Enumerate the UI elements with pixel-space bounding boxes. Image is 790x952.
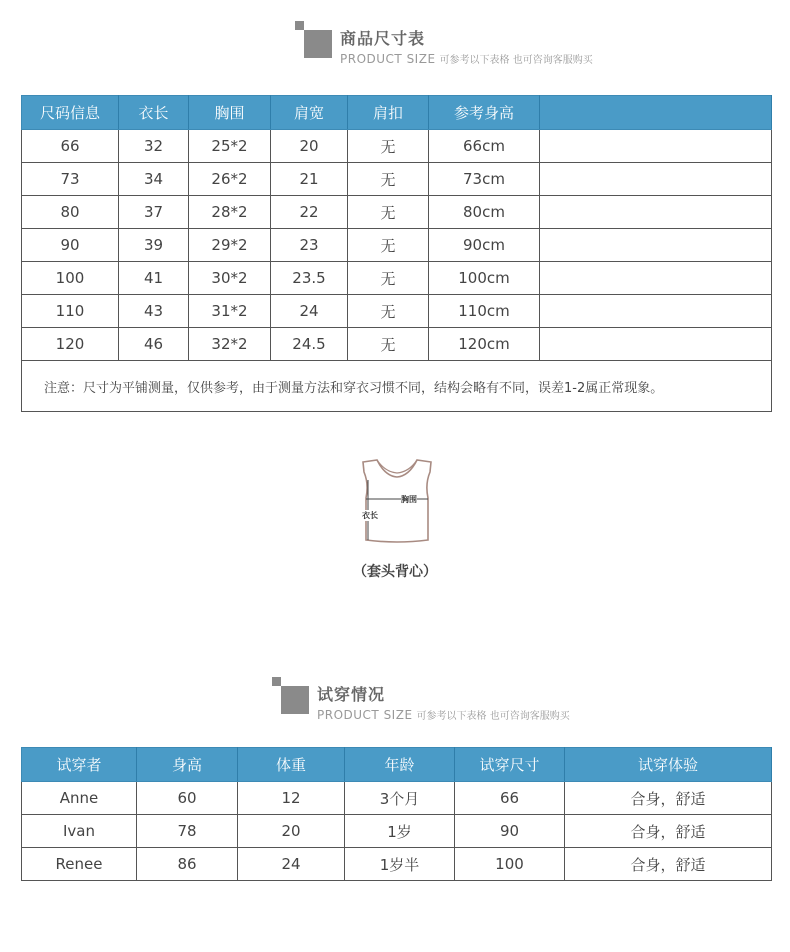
table-cell: 120 [22, 328, 119, 361]
table-cell: 90 [455, 815, 565, 848]
fit-header-cell: 试穿体验 [565, 748, 772, 782]
table-cell: 34 [119, 163, 189, 196]
table-cell: 无 [348, 295, 429, 328]
table-row [22, 782, 772, 815]
table-cell: Anne [22, 782, 137, 815]
table-cell: 20 [238, 815, 345, 848]
table-cell: 66 [22, 130, 119, 163]
table-cell [540, 196, 772, 229]
table-cell: 66cm [429, 130, 540, 163]
table-cell: 26*2 [189, 163, 271, 196]
fit-section-subtitle-en: PRODUCT SIZE [317, 708, 413, 722]
table-cell: 100 [22, 262, 119, 295]
table-cell: 20 [271, 130, 348, 163]
table-cell: Renee [22, 848, 137, 881]
table-row [22, 196, 772, 229]
heading-square-small-icon [295, 21, 304, 30]
table-cell: 32*2 [189, 328, 271, 361]
table-cell: 30*2 [189, 262, 271, 295]
fit-section-subtitle-note: 可参考以下表格 也可咨询客服购买 [416, 711, 570, 722]
table-cell: 120cm [429, 328, 540, 361]
table-cell: 28*2 [189, 196, 271, 229]
table-row [22, 328, 772, 361]
table-cell: Ivan [22, 815, 137, 848]
table-cell: 110cm [429, 295, 540, 328]
table-cell: 1岁半 [345, 848, 455, 881]
table-cell: 100 [455, 848, 565, 881]
table-cell: 110 [22, 295, 119, 328]
table-cell: 12 [238, 782, 345, 815]
size-section-subtitle-note: 可参考以下表格 也可咨询客服购买 [439, 55, 593, 66]
table-cell: 90 [22, 229, 119, 262]
table-cell: 合身，舒适 [565, 815, 772, 848]
table-cell: 23.5 [271, 262, 348, 295]
table-cell: 无 [348, 328, 429, 361]
size-section-title: 商品尺寸表 [340, 29, 426, 48]
table-cell: 无 [348, 229, 429, 262]
table-cell: 合身，舒适 [565, 782, 772, 815]
fit-section-subtitle [317, 704, 570, 723]
table-cell: 3个月 [345, 782, 455, 815]
table-cell: 90cm [429, 229, 540, 262]
table-cell: 合身，舒适 [565, 848, 772, 881]
table-cell: 31*2 [189, 295, 271, 328]
fit-header-cell: 试穿尺寸 [455, 748, 565, 782]
table-cell: 80cm [429, 196, 540, 229]
table-cell: 46 [119, 328, 189, 361]
table-cell: 1岁 [345, 815, 455, 848]
table-cell: 73 [22, 163, 119, 196]
table-row [22, 229, 772, 262]
table-cell: 66 [455, 782, 565, 815]
size-header-cell: 参考身高 [429, 96, 540, 130]
vest-length-label: 衣长 [362, 511, 378, 520]
size-header-cell: 肩宽 [271, 96, 348, 130]
table-cell: 43 [119, 295, 189, 328]
table-cell: 无 [348, 196, 429, 229]
size-section-heading [294, 20, 624, 70]
size-table-note: 注意：尺寸为平铺测量，仅供参考，由于测量方法和穿衣习惯不同，结构会略有不同，误差1-2属正常现象。 [22, 361, 772, 412]
table-cell: 22 [271, 196, 348, 229]
size-section-subtitle [340, 48, 593, 67]
table-cell: 24 [271, 295, 348, 328]
fit-table-header-row [22, 748, 772, 782]
table-cell [540, 130, 772, 163]
table-cell [540, 262, 772, 295]
size-table-note-row [22, 361, 772, 412]
table-cell: 100cm [429, 262, 540, 295]
table-cell: 73cm [429, 163, 540, 196]
fit-header-cell: 试穿者 [22, 748, 137, 782]
fit-header-cell: 年龄 [345, 748, 455, 782]
table-cell: 25*2 [189, 130, 271, 163]
size-section-subtitle-en: PRODUCT SIZE [340, 52, 436, 66]
vest-diagram [357, 458, 437, 548]
heading-square-large-icon [281, 686, 309, 714]
table-cell: 39 [119, 229, 189, 262]
fit-section-heading [271, 676, 601, 726]
table-cell: 86 [137, 848, 238, 881]
heading-square-small-icon [272, 677, 281, 686]
table-cell: 24.5 [271, 328, 348, 361]
table-cell: 78 [137, 815, 238, 848]
table-cell: 37 [119, 196, 189, 229]
table-cell: 21 [271, 163, 348, 196]
table-cell: 60 [137, 782, 238, 815]
vest-outline-icon [357, 458, 437, 548]
table-row [22, 295, 772, 328]
size-header-cell: 肩扣 [348, 96, 429, 130]
table-cell: 32 [119, 130, 189, 163]
table-cell [540, 295, 772, 328]
table-cell: 29*2 [189, 229, 271, 262]
table-row [22, 815, 772, 848]
table-cell: 无 [348, 163, 429, 196]
size-header-cell: 衣长 [119, 96, 189, 130]
fit-header-cell: 身高 [137, 748, 238, 782]
fit-section-title: 试穿情况 [317, 685, 386, 704]
vest-chest-label: 胸围 [401, 495, 417, 504]
fit-table [21, 747, 772, 881]
table-row [22, 262, 772, 295]
table-row [22, 848, 772, 881]
vest-caption: （套头背心） [353, 564, 437, 580]
table-cell [540, 328, 772, 361]
table-cell: 80 [22, 196, 119, 229]
fit-header-cell: 体重 [238, 748, 345, 782]
size-header-cell: 尺码信息 [22, 96, 119, 130]
size-table-header-row [22, 96, 772, 130]
table-row [22, 163, 772, 196]
table-cell: 无 [348, 130, 429, 163]
table-cell [540, 163, 772, 196]
size-table [21, 95, 772, 412]
table-cell: 24 [238, 848, 345, 881]
size-header-cell [540, 96, 772, 130]
table-cell [540, 229, 772, 262]
table-cell: 23 [271, 229, 348, 262]
table-cell: 无 [348, 262, 429, 295]
table-cell: 41 [119, 262, 189, 295]
heading-square-large-icon [304, 30, 332, 58]
size-header-cell: 胸围 [189, 96, 271, 130]
table-row [22, 130, 772, 163]
